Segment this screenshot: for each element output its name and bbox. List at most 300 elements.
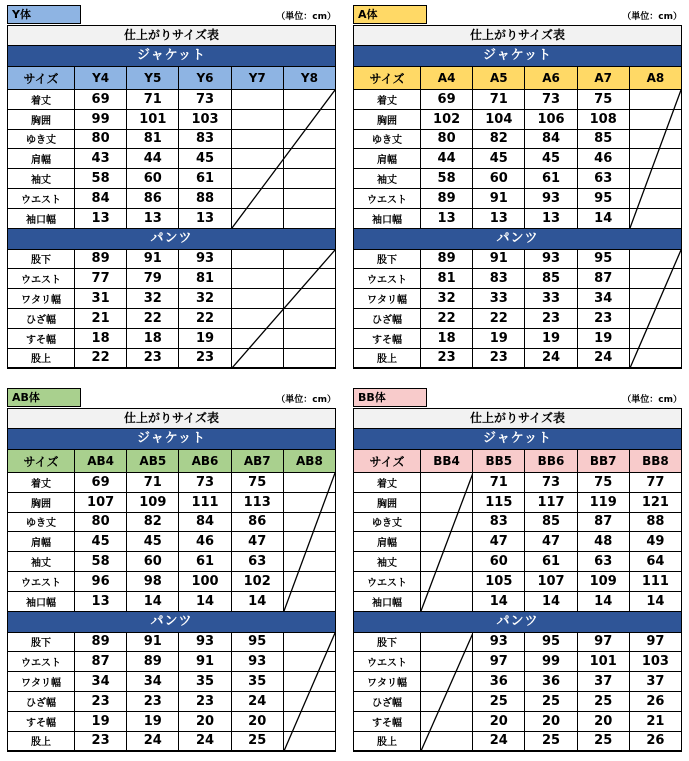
value-cell: 33 <box>525 289 577 308</box>
value-cell: 14 <box>232 592 284 611</box>
value-cell: 69 <box>75 90 127 109</box>
value-cell: 46 <box>578 149 630 168</box>
value-cell: 19 <box>473 329 525 348</box>
value-cell: 23 <box>578 309 630 328</box>
row-label: 袖丈 <box>8 552 75 571</box>
value-cell: 82 <box>127 513 179 532</box>
unavailable-strike <box>421 633 473 751</box>
value-cell: 93 <box>473 633 525 652</box>
value-cell: 75 <box>578 90 630 109</box>
value-cell: 14 <box>578 209 630 228</box>
row-label: ゆき丈 <box>8 513 75 532</box>
row-label: 肩幅 <box>8 532 75 551</box>
row-label: 着丈 <box>354 90 421 109</box>
value-cell: 85 <box>525 513 577 532</box>
value-cell: 22 <box>421 309 473 328</box>
size-header-cell: BB6 <box>525 450 577 472</box>
size-header-cell: Y6 <box>179 67 231 89</box>
jacket-section-header: ジャケット <box>8 429 335 450</box>
value-cell: 97 <box>646 634 665 650</box>
value-cell: 117 <box>525 493 577 512</box>
size-header-cell: A6 <box>525 67 577 89</box>
value-cell: 93 <box>179 633 231 652</box>
value-cell: 60 <box>127 552 179 571</box>
size-header-cell: AB6 <box>179 450 231 472</box>
unavailable-strike <box>630 90 681 228</box>
value-cell: 107 <box>75 493 127 512</box>
value-cell: 24 <box>179 732 231 751</box>
row-label: ウエスト <box>354 189 421 208</box>
value-cell: 115 <box>473 493 525 512</box>
value-cell: 58 <box>75 169 127 188</box>
pants-section-header: パンツ <box>8 229 335 250</box>
size-header-row <box>354 67 681 90</box>
table-row <box>354 513 681 533</box>
size-header-cell: Y5 <box>127 67 179 89</box>
panel-a <box>353 5 682 369</box>
value-cell: 71 <box>127 90 179 109</box>
value-cell: 20 <box>525 712 577 731</box>
unit-note: （単位：cm） <box>276 395 336 405</box>
value-cell: 22 <box>473 309 525 328</box>
unavailable-strike <box>232 90 335 228</box>
row-label: ひざ幅 <box>8 309 75 328</box>
value-cell: 80 <box>75 130 127 149</box>
value-cell: 71 <box>473 473 525 492</box>
value-cell: 14 <box>646 593 665 609</box>
value-cell: 91 <box>179 652 231 671</box>
value-cell: 13 <box>525 209 577 228</box>
value-cell: 26 <box>646 693 665 709</box>
value-cell: 23 <box>127 349 179 368</box>
value-cell: 60 <box>473 169 525 188</box>
value-cell: 19 <box>75 712 127 731</box>
value-cell: 83 <box>473 269 525 288</box>
value-cell: 14 <box>525 592 577 611</box>
row-label: 股下 <box>354 633 421 652</box>
table-title: 仕上がりサイズ表 <box>354 409 681 429</box>
value-cell: 19 <box>578 329 630 348</box>
value-cell: 13 <box>421 209 473 228</box>
value-cell: 34 <box>578 289 630 308</box>
size-header-cell: A4 <box>421 67 473 89</box>
value-cell: 46 <box>179 532 231 551</box>
value-cell: 36 <box>473 672 525 691</box>
value-cell: 61 <box>179 552 231 571</box>
value-cell: 23 <box>179 349 231 368</box>
value-cell: 58 <box>75 552 127 571</box>
value-cell: 13 <box>179 209 231 228</box>
value-cell: 14 <box>127 592 179 611</box>
value-cell: 45 <box>179 149 231 168</box>
row-label: ひざ幅 <box>8 692 75 711</box>
pants-section-header: パンツ <box>354 229 681 250</box>
value-cell: 33 <box>473 289 525 308</box>
value-cell: 88 <box>179 189 231 208</box>
value-cell: 23 <box>525 309 577 328</box>
value-cell: 89 <box>127 652 179 671</box>
row-label: 股上 <box>8 732 75 751</box>
row-label: 股下 <box>354 250 421 269</box>
value-cell: 109 <box>127 493 179 512</box>
value-cell: 32 <box>179 289 231 308</box>
panel-header <box>7 5 336 25</box>
value-cell: 98 <box>127 572 179 591</box>
value-cell: 24 <box>473 732 525 751</box>
row-label: 袖丈 <box>354 552 421 571</box>
size-label: サイズ <box>8 450 75 472</box>
table-title: 仕上がりサイズ表 <box>8 409 335 429</box>
size-header-cell: A5 <box>473 67 525 89</box>
pants-section-header: パンツ <box>8 612 335 633</box>
value-cell: 45 <box>525 149 577 168</box>
value-cell: 23 <box>127 692 179 711</box>
value-cell: 86 <box>232 513 284 532</box>
size-header-cell: BB7 <box>578 450 630 472</box>
value-cell: 63 <box>578 552 630 571</box>
value-cell: 113 <box>232 493 284 512</box>
value-cell: 95 <box>232 633 284 652</box>
row-label: 着丈 <box>8 90 75 109</box>
value-cell: 83 <box>179 130 231 149</box>
value-cell: 73 <box>179 473 231 492</box>
value-cell: 44 <box>127 149 179 168</box>
row-label: ウエスト <box>8 189 75 208</box>
value-cell: 36 <box>525 672 577 691</box>
value-cell: 37 <box>646 674 665 690</box>
row-label: 着丈 <box>354 473 421 492</box>
row-label: ひざ幅 <box>354 692 421 711</box>
pants-block <box>354 250 681 369</box>
value-cell: 103 <box>641 654 669 670</box>
value-cell: 21 <box>75 309 127 328</box>
jacket-block <box>354 473 681 612</box>
panel-header <box>353 5 682 25</box>
size-header-cell: AB4 <box>75 450 127 472</box>
size-header-cell: Y4 <box>75 67 127 89</box>
value-cell: 84 <box>525 130 577 149</box>
size-label: サイズ <box>8 67 75 89</box>
row-label: ウエスト <box>8 269 75 288</box>
value-cell: 23 <box>421 349 473 368</box>
value-cell: 23 <box>75 732 127 751</box>
table-row <box>354 633 681 653</box>
unavailable-strike <box>284 473 335 611</box>
row-label: ワタリ幅 <box>8 672 75 691</box>
value-cell: 22 <box>127 309 179 328</box>
table-row <box>354 532 681 552</box>
table-title: 仕上がりサイズ表 <box>354 26 681 46</box>
table-row <box>354 592 681 612</box>
value-cell: 87 <box>578 513 630 532</box>
value-cell: 119 <box>578 493 630 512</box>
row-label: すそ幅 <box>354 712 421 731</box>
value-cell: 85 <box>525 269 577 288</box>
value-cell: 25 <box>232 732 284 751</box>
value-cell: 99 <box>525 652 577 671</box>
table-row <box>354 692 681 712</box>
panel-y <box>7 5 336 369</box>
table-title: 仕上がりサイズ表 <box>8 26 335 46</box>
value-cell: 31 <box>75 289 127 308</box>
value-cell: 47 <box>473 532 525 551</box>
value-cell: 73 <box>525 473 577 492</box>
value-cell: 18 <box>75 329 127 348</box>
row-label: ひざ幅 <box>354 309 421 328</box>
body-type-tag: A体 <box>353 5 427 24</box>
size-header-row <box>8 67 335 90</box>
row-label: 股上 <box>354 349 421 368</box>
row-label: 袖口幅 <box>354 592 421 611</box>
table-row <box>354 732 681 752</box>
row-label: ワタリ幅 <box>354 289 421 308</box>
value-cell: 73 <box>179 90 231 109</box>
value-cell: 63 <box>232 552 284 571</box>
value-cell: 73 <box>525 90 577 109</box>
value-cell: 84 <box>179 513 231 532</box>
row-label: ウエスト <box>354 572 421 591</box>
row-label: すそ幅 <box>8 712 75 731</box>
value-cell: 44 <box>421 149 473 168</box>
pants-block <box>8 250 335 369</box>
size-header-cell: A8 <box>630 67 681 89</box>
table-row <box>354 473 681 493</box>
value-cell: 24 <box>578 349 630 368</box>
value-cell: 24 <box>232 692 284 711</box>
value-cell: 89 <box>421 250 473 269</box>
value-cell: 20 <box>473 712 525 731</box>
value-cell: 24 <box>127 732 179 751</box>
unit-note: （単位：cm） <box>622 395 682 405</box>
row-label: ワタリ幅 <box>354 672 421 691</box>
value-cell: 91 <box>127 250 179 269</box>
value-cell: 45 <box>473 149 525 168</box>
value-cell: 121 <box>641 494 669 510</box>
body-type-tag: BB体 <box>353 388 427 407</box>
body-type-tag: Y体 <box>7 5 81 24</box>
size-header-row <box>8 450 335 473</box>
row-label: 着丈 <box>8 473 75 492</box>
value-cell: 20 <box>179 712 231 731</box>
value-cell: 71 <box>127 473 179 492</box>
value-cell: 19 <box>525 329 577 348</box>
value-cell: 25 <box>525 692 577 711</box>
value-cell: 86 <box>127 189 179 208</box>
value-cell: 25 <box>578 732 630 751</box>
value-cell: 26 <box>646 733 665 749</box>
value-cell: 14 <box>473 592 525 611</box>
value-cell: 45 <box>127 532 179 551</box>
row-label: すそ幅 <box>354 329 421 348</box>
value-cell: 22 <box>179 309 231 328</box>
table-row <box>354 552 681 572</box>
value-cell: 47 <box>232 532 284 551</box>
row-label: 袖口幅 <box>8 209 75 228</box>
value-cell: 61 <box>179 169 231 188</box>
row-label: ゆき丈 <box>8 130 75 149</box>
table-row <box>354 652 681 672</box>
value-cell: 25 <box>525 732 577 751</box>
value-cell: 24 <box>525 349 577 368</box>
value-cell: 87 <box>578 269 630 288</box>
size-header-cell: A7 <box>578 67 630 89</box>
value-cell: 91 <box>127 633 179 652</box>
value-cell: 48 <box>578 532 630 551</box>
value-cell: 108 <box>578 110 630 129</box>
value-cell: 35 <box>232 672 284 691</box>
value-cell: 96 <box>75 572 127 591</box>
value-cell: 111 <box>179 493 231 512</box>
unit-note: （単位：cm） <box>276 12 336 22</box>
value-cell: 23 <box>473 349 525 368</box>
value-cell: 101 <box>127 110 179 129</box>
size-header-cell: BB4 <box>421 450 473 472</box>
value-cell: 111 <box>641 573 669 589</box>
row-label: ワタリ幅 <box>8 289 75 308</box>
value-cell: 49 <box>646 534 665 550</box>
value-cell: 84 <box>75 189 127 208</box>
value-cell: 69 <box>75 473 127 492</box>
value-cell: 97 <box>473 652 525 671</box>
row-label: 袖口幅 <box>8 592 75 611</box>
pants-block <box>354 633 681 752</box>
value-cell: 25 <box>473 692 525 711</box>
value-cell: 64 <box>646 554 665 570</box>
row-label: 胸囲 <box>8 110 75 129</box>
value-cell: 89 <box>75 250 127 269</box>
value-cell: 97 <box>578 633 630 652</box>
value-cell: 32 <box>421 289 473 308</box>
value-cell: 101 <box>578 652 630 671</box>
size-label: サイズ <box>354 450 421 472</box>
value-cell: 34 <box>127 672 179 691</box>
value-cell: 34 <box>75 672 127 691</box>
value-cell: 100 <box>179 572 231 591</box>
jacket-block <box>354 90 681 229</box>
value-cell: 13 <box>473 209 525 228</box>
value-cell: 21 <box>646 713 665 729</box>
size-header-cell: AB5 <box>127 450 179 472</box>
value-cell: 23 <box>179 692 231 711</box>
size-header-cell: BB8 <box>630 450 681 472</box>
row-label: 袖丈 <box>8 169 75 188</box>
table-row <box>354 712 681 732</box>
value-cell: 18 <box>421 329 473 348</box>
value-cell: 105 <box>473 572 525 591</box>
value-cell: 75 <box>578 473 630 492</box>
size-table <box>353 25 682 369</box>
value-cell: 20 <box>232 712 284 731</box>
jacket-block <box>8 473 335 612</box>
row-label: ゆき丈 <box>354 513 421 532</box>
unavailable-strike <box>630 250 681 368</box>
panel-bb <box>353 388 682 752</box>
value-cell: 32 <box>127 289 179 308</box>
row-label: 肩幅 <box>354 532 421 551</box>
value-cell: 81 <box>127 130 179 149</box>
value-cell: 71 <box>473 90 525 109</box>
value-cell: 91 <box>473 250 525 269</box>
size-label: サイズ <box>354 67 421 89</box>
row-label: 股上 <box>354 732 421 751</box>
size-table <box>7 25 336 369</box>
value-cell: 106 <box>525 110 577 129</box>
value-cell: 89 <box>421 189 473 208</box>
value-cell: 109 <box>578 572 630 591</box>
size-header-cell: BB5 <box>473 450 525 472</box>
unit-note: （単位：cm） <box>622 12 682 22</box>
value-cell: 102 <box>232 572 284 591</box>
value-cell: 87 <box>75 652 127 671</box>
panel-header <box>353 388 682 408</box>
value-cell: 88 <box>646 514 665 530</box>
value-cell: 81 <box>179 269 231 288</box>
panel-ab <box>7 388 336 752</box>
value-cell: 18 <box>127 329 179 348</box>
value-cell: 85 <box>578 130 630 149</box>
value-cell: 22 <box>75 349 127 368</box>
value-cell: 25 <box>578 692 630 711</box>
value-cell: 77 <box>646 474 665 490</box>
panel-header <box>7 388 336 408</box>
value-cell: 61 <box>525 552 577 571</box>
row-label: ウエスト <box>8 652 75 671</box>
value-cell: 47 <box>525 532 577 551</box>
value-cell: 80 <box>421 130 473 149</box>
row-label: 股下 <box>8 250 75 269</box>
value-cell: 43 <box>75 149 127 168</box>
row-label: ウエスト <box>354 269 421 288</box>
value-cell: 77 <box>75 269 127 288</box>
row-label: ウエスト <box>8 572 75 591</box>
value-cell: 93 <box>525 250 577 269</box>
size-header-cell: Y8 <box>284 67 335 89</box>
size-header-cell: AB8 <box>284 450 335 472</box>
value-cell: 82 <box>473 130 525 149</box>
value-cell: 14 <box>578 592 630 611</box>
pants-block <box>8 633 335 752</box>
row-label: 肩幅 <box>354 149 421 168</box>
jacket-section-header: ジャケット <box>354 46 681 67</box>
jacket-block <box>8 90 335 229</box>
value-cell: 63 <box>578 169 630 188</box>
value-cell: 83 <box>473 513 525 532</box>
table-row <box>354 493 681 513</box>
value-cell: 99 <box>75 110 127 129</box>
value-cell: 23 <box>75 692 127 711</box>
value-cell: 13 <box>127 209 179 228</box>
value-cell: 79 <box>127 269 179 288</box>
value-cell: 61 <box>525 169 577 188</box>
row-label: 胸囲 <box>354 110 421 129</box>
size-header-row <box>354 450 681 473</box>
body-type-tag: AB体 <box>7 388 81 407</box>
value-cell: 35 <box>179 672 231 691</box>
value-cell: 69 <box>421 90 473 109</box>
row-label: 胸囲 <box>354 493 421 512</box>
table-row <box>354 672 681 692</box>
jacket-section-header: ジャケット <box>354 429 681 450</box>
value-cell: 58 <box>421 169 473 188</box>
table-row <box>354 572 681 592</box>
size-header-cell: AB7 <box>232 450 284 472</box>
value-cell: 81 <box>421 269 473 288</box>
pants-section-header: パンツ <box>354 612 681 633</box>
value-cell: 93 <box>525 189 577 208</box>
row-label: すそ幅 <box>8 329 75 348</box>
row-label: 胸囲 <box>8 493 75 512</box>
value-cell: 95 <box>525 633 577 652</box>
